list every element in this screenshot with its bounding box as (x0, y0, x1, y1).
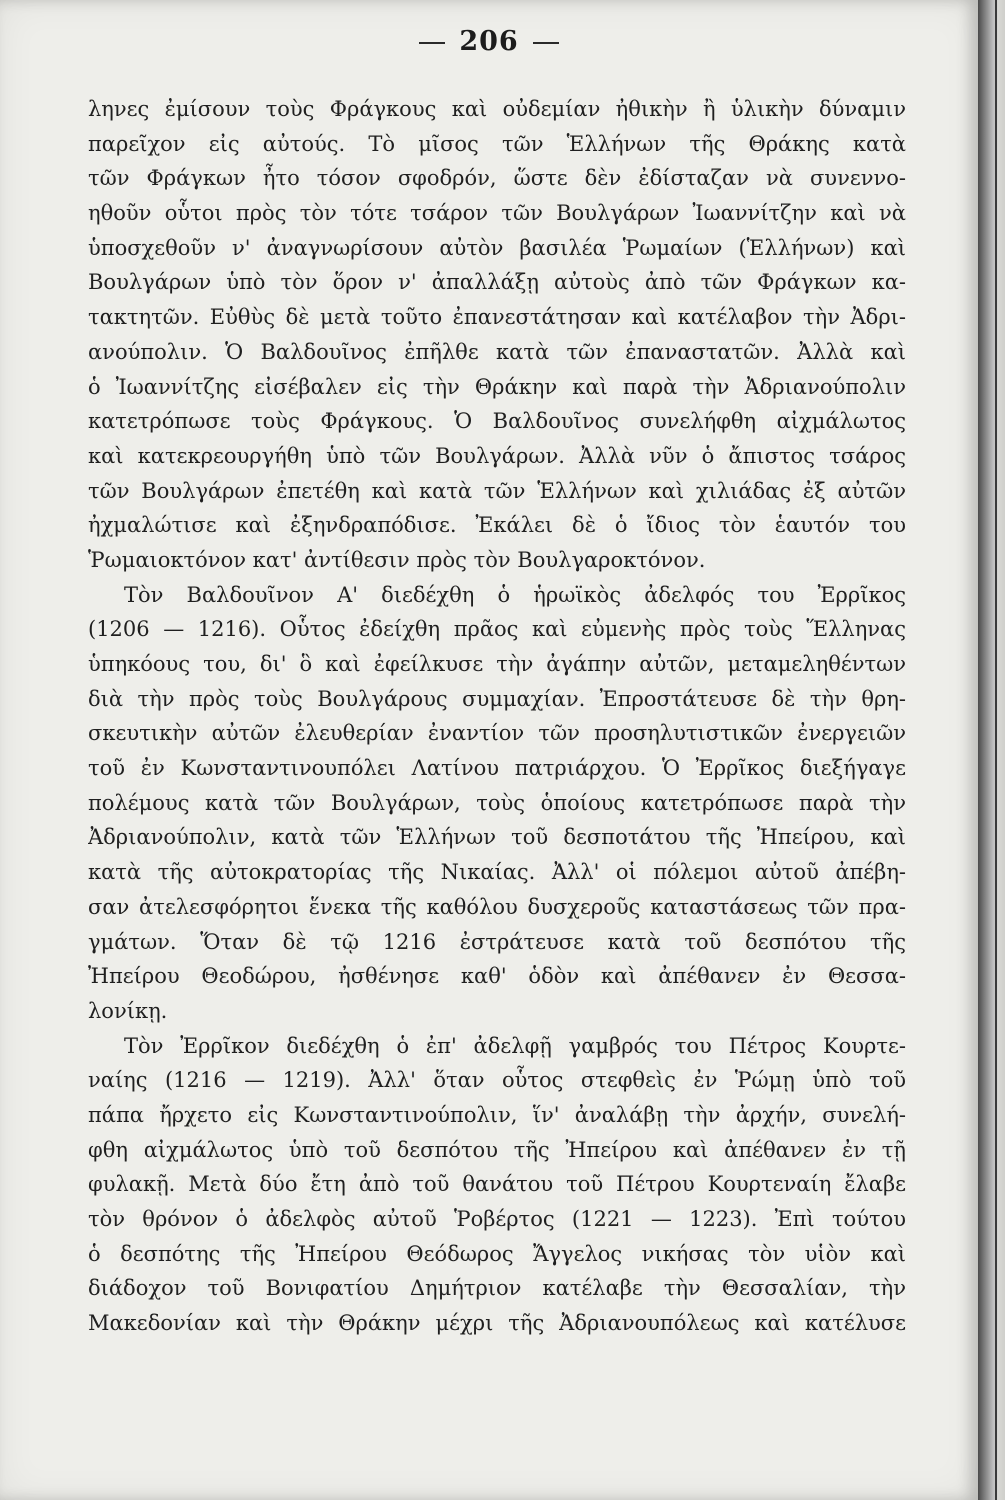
text-line: σκευτικὴν αὐτῶν ἐλευθερίαν ἐναντίον τῶν προσηλυτιστικῶν ἐνεργειῶν (88, 721, 906, 746)
text-line: ὁ δεσπότης τῆς Ἠπείρου Θεόδωρος Ἄγγελος νικήσας τὸν υἱὸν καὶ (88, 1241, 906, 1266)
text-line: τῶν Βουλγάρων ἐπετέθη καὶ κατὰ τῶν Ἑλλήνων καὶ χιλιάδας ἐξ αὐτῶν (88, 478, 906, 503)
text-line: φθη αἰχμάλωτος ὑπὸ τοῦ δεσπότου τῆς Ἠπείρου καὶ ἀπέθανεν ἐν τῇ (88, 1137, 906, 1162)
text-line: φυλακῇ. Μετὰ δύο ἔτη ἀπὸ τοῦ θανάτου τοῦ Πέτρου Κουρτεναίη ἔλαβε (88, 1172, 906, 1197)
text-line: Μακεδονίαν καὶ τὴν Θράκην μέχρι τῆς Ἀδριανουπόλεως καὶ κατέλυσε (88, 1311, 906, 1336)
binding-edge-line (995, 0, 997, 1500)
text-line: Βουλγάρων ὑπὸ τὸν ὅρον ν' ἀπαλλάξῃ αὐτοὺς ἀπὸ τῶν Φράγκων κα- (88, 270, 906, 295)
header-dash-right (533, 42, 559, 44)
text-line: κατετρόπωσε τοὺς Φράγκους. Ὁ Βαλδουῖνος συνελήφθη αἰχμάλωτος (88, 409, 906, 434)
text-line: (1206 — 1216). Οὗτος ἐδείχθη πρᾶος καὶ εὐμενὴς πρὸς τοὺς Ἕλληνας (88, 617, 906, 642)
page-body-text (88, 92, 906, 1341)
text-line: τοῦ ἐν Κωνσταντινουπόλει Λατίνου πατριάρχου. Ὁ Ἐρρῖκος διεξήγαγε (88, 756, 906, 781)
text-line: Τὸν Ἐρρῖκον διεδέχθη ὁ ἐπ' ἀδελφῇ γαμβρός του Πέτρος Κουρτε- (124, 1033, 906, 1058)
page-header (0, 26, 978, 57)
text-line: τῶν Φράγκων ἦτο τόσον σφοδρόν, ὥστε δὲν ἐδίσταζαν νὰ συνεννο- (88, 166, 906, 191)
text-line: κατὰ τῆς αὐτοκρατορίας τῆς Νικαίας. Ἀλλ' οἱ πόλεμοι αὐτοῦ ἀπέβη- (88, 860, 906, 885)
text-line: πάπα ἤρχετο εἰς Κωνσταντινούπολιν, ἵν' ἀναλάβῃ τὴν ἀρχήν, συνελή- (88, 1102, 906, 1127)
text-line: ἠχμαλώτισε καὶ ἐξηνδραπόδισε. Ἐκάλει δὲ ὁ ἴδιος τὸν ἑαυτόν του (88, 513, 906, 538)
text-line: γμάτων. Ὅταν δὲ τῷ 1216 ἐστράτευσε κατὰ τοῦ δεσπότου τῆς (88, 929, 906, 954)
text-line: Τὸν Βαλδουῖνον Α' διεδέχθη ὁ ἡρωϊκὸς ἀδελφός του Ἐρρῖκος (124, 582, 906, 607)
text-line: τακτητῶν. Εὐθὺς δὲ μετὰ τοῦτο ἐπανεστάτησαν καὶ κατέλαβον τὴν Ἀδρι- (88, 305, 906, 330)
text-line: Ἠπείρου Θεοδώρου, ἠσθένησε καθ' ὁδὸν καὶ ἀπέθανεν ἐν Θεσσα- (88, 964, 906, 989)
text-line: ληνες ἐμίσουν τοὺς Φράγκους καὶ οὐδεμίαν ἠθικὴν ἢ ὑλικὴν δύναμιν (88, 97, 906, 121)
text-line: Ῥωμαιοκτόνον κατ' ἀντίθεσιν πρὸς τὸν Βουλγαροκτόνον. (88, 547, 706, 572)
text-line: σαν ἀτελεσφόρητοι ἕνεκα τῆς καθόλου δυσχεροῦς καταστάσεως τῶν πρα- (88, 894, 906, 919)
text-line: ὑπηκόους του, δι' ὃ καὶ ἐφείλκυσε τὴν ἀγάπην αὐτῶν, μεταμεληθέντων (88, 652, 906, 676)
text-line: ανούπολιν. Ὁ Βαλδουῖνος ἐπῆλθε κατὰ τῶν ἐπαναστατῶν. Ἀλλὰ καὶ (88, 339, 906, 364)
text-line: καὶ κατεκρεουργήθη ὑπὸ τῶν Βουλγάρων. Ἀλλὰ νῦν ὁ ἄπιστος τσάρος (88, 443, 906, 468)
text-line: διάδοχον τοῦ Βονιφατίου Δημήτριον κατέλαβε τὴν Θεσσαλίαν, τὴν (88, 1276, 906, 1301)
text-line: διὰ τὴν πρὸς τοὺς Βουλγάρους συμμαχίαν. Ἐπροστάτευσε δὲ τὴν θρη- (88, 686, 906, 711)
header-dash-left (419, 42, 445, 44)
text-line: ὑποσχεθοῦν ν' ἀναγνωρίσουν αὐτὸν βασιλέα Ῥωμαίων (Ἑλλήνων) καὶ (88, 235, 906, 260)
text-line: λονίκῃ. (88, 998, 168, 1023)
page-number: 206 (459, 26, 519, 57)
text-line: ηθοῦν οὗτοι πρὸς τὸν τότε τσάρον τῶν Βουλγάρων Ἰωαννίτζην καὶ νὰ (88, 201, 906, 226)
text-line: ὁ Ἰωαννίτζης εἰσέβαλεν εἰς τὴν Θράκην καὶ παρὰ τὴν Ἀδριανούπολιν (88, 374, 906, 399)
text-line: πολέμους κατὰ τῶν Βουλγάρων, τοὺς ὁποίους κατετρόπωσε παρὰ τὴν (88, 790, 906, 815)
text-line: παρεῖχον εἰς αὐτούς. Τὸ μῖσος τῶν Ἑλλήνων τῆς Θράκης κατὰ (88, 131, 906, 156)
text-line: τὸν θρόνον ὁ ἀδελφὸς αὐτοῦ Ῥοβέρτος (1221 — 1223). Ἐπὶ τούτου (88, 1207, 906, 1231)
text-line: ναίης (1216 — 1219). Ἀλλ' ὅταν οὗτος στεφθεὶς ἐν Ῥώμῃ ὑπὸ τοῦ (88, 1068, 906, 1093)
page-edge-shadow (978, 0, 1005, 1500)
text-line: Ἀδριανούπολιν, κατὰ τῶν Ἑλλήνων τοῦ δεσποτάτου τῆς Ἠπείρου, καὶ (88, 825, 906, 850)
